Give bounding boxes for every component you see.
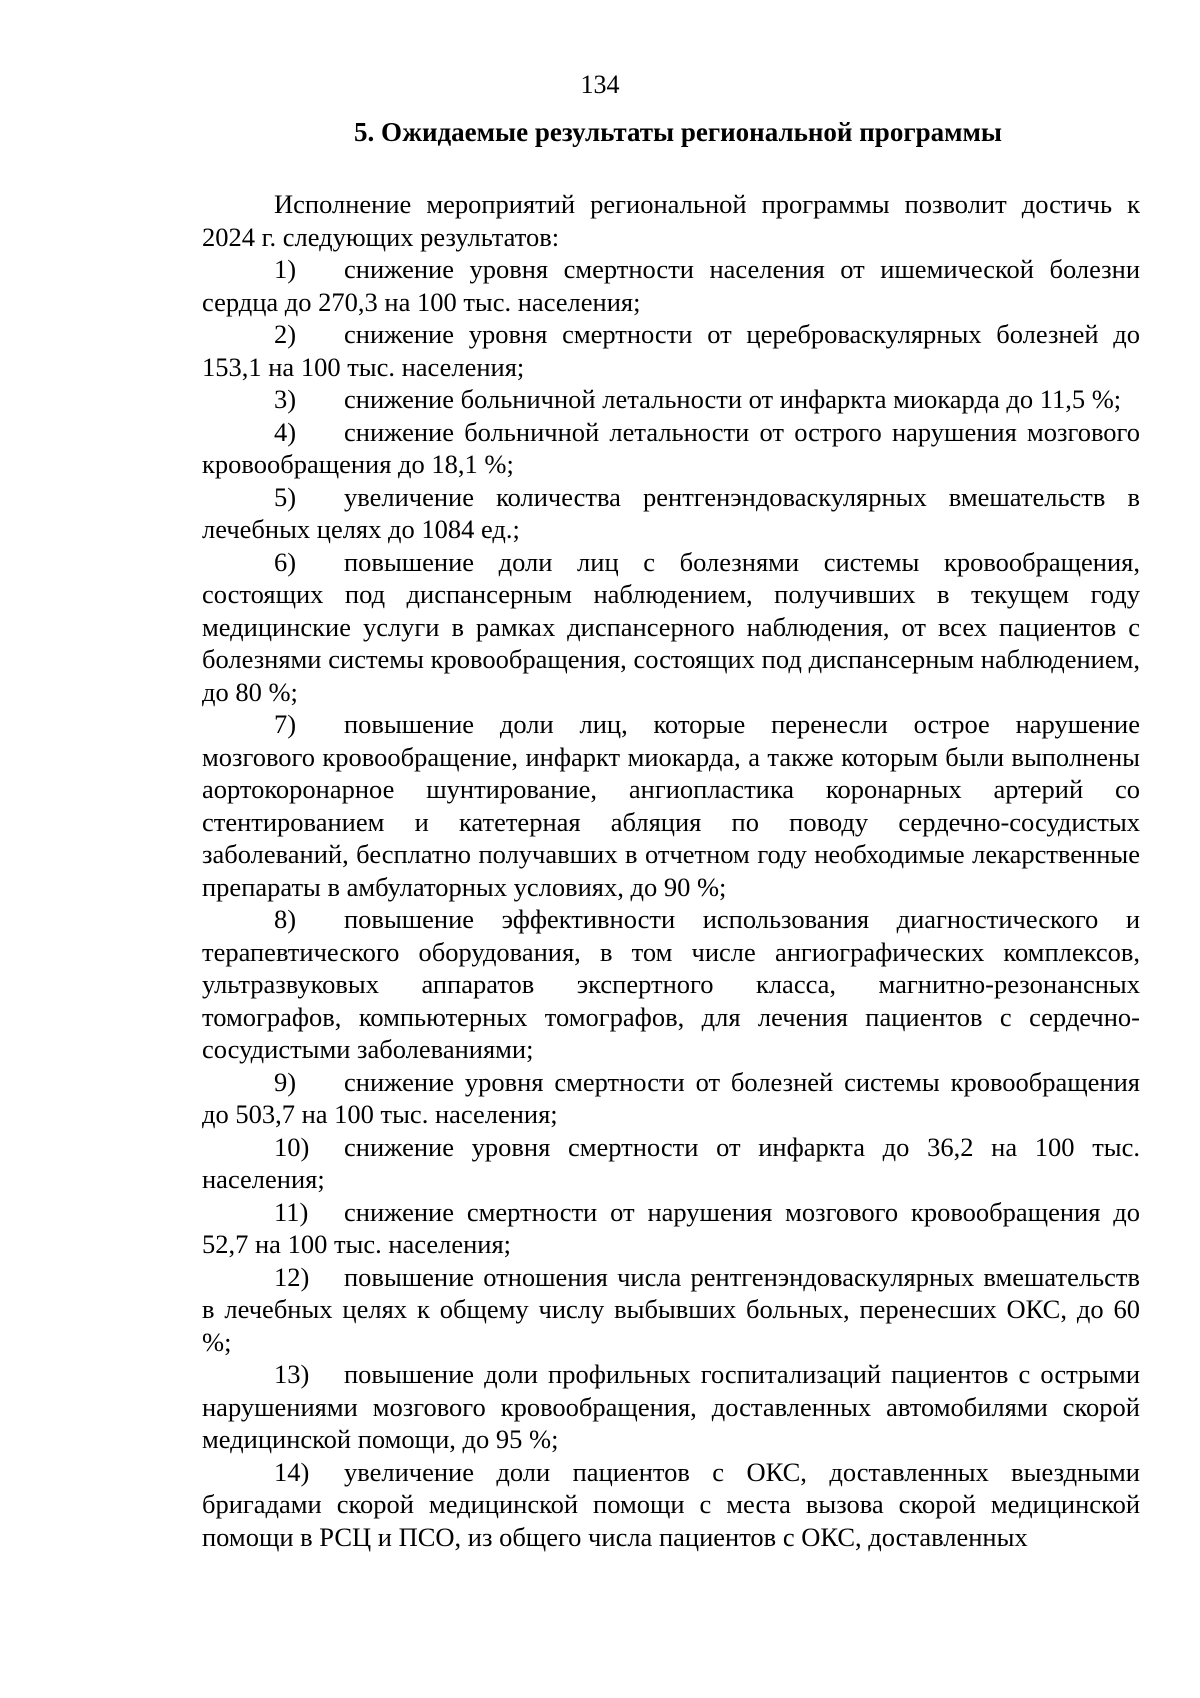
item-text: повышение доли лиц с болезнями системы кровообращения, состоящих под диспансерным наблюдением, получивших в текущем году медицинские услуги в рамках диспансерного наблюдения, от всех пациентов с болезнями системы кровообращения, состоящих под диспансерным наблюдением, до 80 %; (202, 546, 1140, 707)
section-title: 5. Ожидаемые результаты региональной программы (354, 117, 1002, 147)
item-text: снижение уровня смертности от цереброваскулярных болезней до 153,1 на 100 тыс. населения; (202, 319, 1140, 382)
item-number: 2) (274, 319, 297, 349)
list-item (202, 708, 1140, 903)
item-number: 11) (274, 1196, 309, 1227)
item-text: повышение доли лиц, которые перенесли острое нарушение мозгового кровообращение, инфаркт миокарда, а также которым были выполнены аортокоронарное шунтирование, ангиопластика коронарных артерий со стентированием и катетерная абляция по поводу сердечно-сосудистых заболеваний, бесплатно получавших в отчетном году необходимые лекарственные препараты в амбулаторных условиях, до 90 %; (202, 709, 1140, 902)
list-item (202, 253, 1140, 318)
list-item (202, 383, 1140, 416)
item-number: 13) (274, 1359, 310, 1389)
item-number: 10) (274, 1131, 310, 1162)
item-text: повышение эффективности использования диагностического и терапевтического оборудования, в том числе ангиографических комплексов, ультразвуковых аппаратов экспертного класса, магнитно-резонансных томографов, компьютерных томографов, для лечения пациентов с сердечно-сосудистыми заболеваниями; (202, 904, 1140, 1064)
list-item (202, 1196, 1140, 1261)
list-item (202, 1131, 1140, 1196)
page-number: 134 (580, 70, 620, 99)
item-number: 4) (274, 416, 297, 447)
item-text: снижение уровня смертности от инфаркта до 36,2 на 100 тыс. населения; (202, 1131, 1140, 1194)
page-content (202, 116, 1140, 1553)
results-list (202, 253, 1140, 1553)
item-text: снижение больничной летальности от острого нарушения мозгового кровообращения до 18,1 %; (202, 416, 1140, 479)
list-item (202, 318, 1140, 383)
item-number: 5) (274, 481, 297, 512)
intro-paragraph: Исполнение мероприятий региональной программы позволит достичь к 2024 г. следующих результатов: (202, 189, 1140, 252)
list-item (202, 1066, 1140, 1131)
item-text: снижение уровня смертности от болезней системы кровообращения до 503,7 на 100 тыс. населения; (202, 1066, 1140, 1129)
list-item (202, 416, 1140, 481)
list-item (202, 1261, 1140, 1359)
item-text: увеличение количества рентгенэндоваскулярных вмешательств в лечебных целях до 1084 ед.; (202, 481, 1140, 544)
list-item (202, 1456, 1140, 1554)
item-number: 14) (274, 1456, 310, 1487)
item-text: снижение больничной летальности от инфаркта миокарда до 11,5 %; (344, 384, 1122, 414)
item-text: снижение смертности от нарушения мозгового кровообращения до 52,7 на 100 тыс. населения; (202, 1196, 1140, 1259)
list-item (202, 481, 1140, 546)
item-text: повышение отношения числа рентгенэндоваскулярных вмешательств в лечебных целях к общему числу выбывших больных, перенесших ОКС, до 60 %; (202, 1261, 1140, 1357)
item-number: 9) (274, 1066, 297, 1097)
list-item (202, 1358, 1140, 1456)
item-number: 3) (274, 384, 297, 414)
list-item (202, 903, 1140, 1066)
item-text: снижение уровня смертности населения от ишемической болезни сердца до 270,3 на 100 тыс. населения; (202, 254, 1140, 317)
item-number: 12) (274, 1261, 310, 1292)
item-number: 1) (274, 254, 297, 284)
item-text: увеличение доли пациентов с ОКС, доставленных выездными бригадами скорой медицинской помощи с места вызова скорой медицинской помощи в РСЦ и ПСО, из общего числа пациентов с ОКС, доставленных (202, 1456, 1140, 1552)
item-number: 7) (274, 709, 297, 739)
list-item (202, 546, 1140, 709)
item-number: 8) (274, 904, 297, 934)
item-number: 6) (274, 546, 297, 577)
item-text: повышение доли профильных госпитализаций пациентов с острыми нарушениями мозгового кровообращения, доставленных автомобилями скорой медицинской помощи, до 95 %; (202, 1359, 1140, 1454)
